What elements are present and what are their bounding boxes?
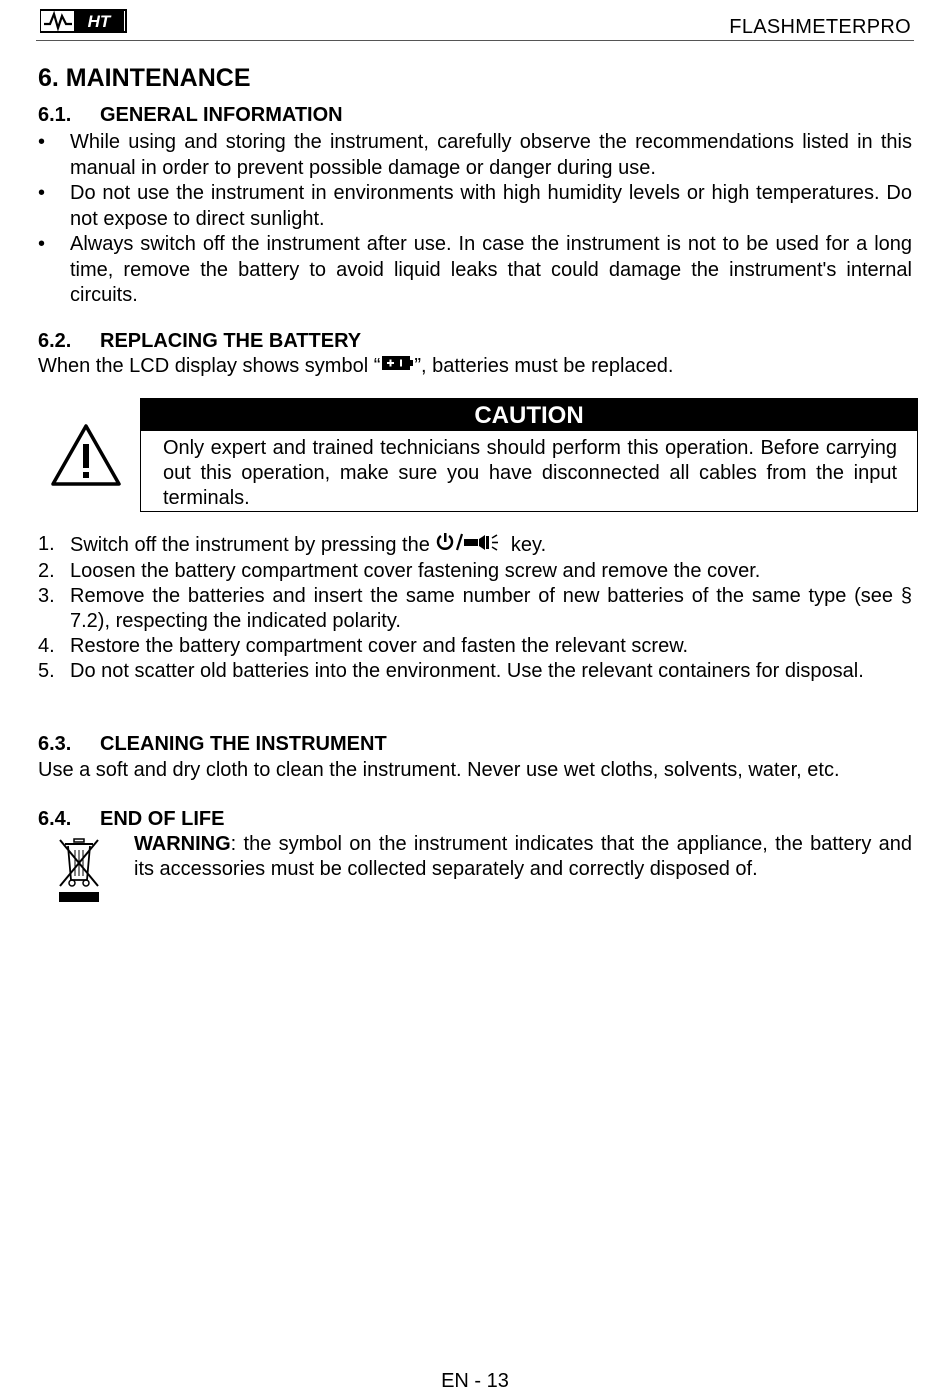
bullet-icon: • <box>38 233 46 255</box>
warning-triangle-icon <box>50 422 122 488</box>
caution-text: Only expert and trained technicians should perform this operation. Before carrying out this operation, make sure you have disconnected all cables from the input terminals. <box>163 437 897 509</box>
warning-text: : the symbol on the instrument indicates that the appliance, the battery and its accessories must be collected separately and correctly disposed of. <box>134 833 912 880</box>
document-name: FLASHMETERPRO <box>729 16 911 38</box>
section-number: 6.3. <box>38 733 72 755</box>
list-item <box>38 659 912 684</box>
section-title: END OF LIFE <box>100 808 225 830</box>
section-heading-cleaning <box>38 733 387 756</box>
section-title: GENERAL INFORMATION <box>100 104 343 126</box>
page-number: EN - 13 <box>441 1370 509 1392</box>
step-number: 4. <box>38 635 55 657</box>
general-info-list <box>38 130 912 309</box>
section-number: 6.1. <box>38 104 72 126</box>
weee-bin-icon <box>56 836 104 904</box>
logo-text: HT <box>87 12 111 31</box>
intro-text-after: ”, batteries must be replaced. <box>414 355 674 377</box>
section-title: CLEANING THE INSTRUMENT <box>100 733 387 755</box>
list-item-text: Always switch off the instrument after use. In case the instrument is not to be used for a long time, remove the battery to avoid liquid leaks that could damage the instrument's internal circuits. <box>70 233 912 306</box>
step-number: 2. <box>38 560 55 582</box>
step-number: 3. <box>38 585 55 607</box>
header-divider <box>36 40 914 41</box>
list-item <box>38 559 912 584</box>
step-text-after: key. <box>505 533 547 556</box>
list-item <box>38 532 912 559</box>
power-key-icon <box>435 532 505 559</box>
intro-text-before: When the LCD display shows symbol “ <box>38 355 381 377</box>
step-number: 5. <box>38 660 55 682</box>
cleaning-text: Use a soft and dry cloth to clean the instrument. Never use wet cloths, solvents, water, etc. <box>38 759 840 781</box>
section-heading-end-of-life <box>38 808 224 831</box>
step-text: Restore the battery compartment cover and fasten the relevant screw. <box>70 635 689 657</box>
section-heading-general-information <box>38 104 343 127</box>
list-item <box>38 634 912 659</box>
page-title: 6. MAINTENANCE <box>38 64 251 92</box>
step-text-before: Switch off the instrument by pressing the <box>70 533 436 556</box>
battery-steps-list <box>38 532 912 684</box>
ht-logo <box>40 8 128 34</box>
list-item-text: While using and storing the instrument, carefully observe the recommendations listed in this manual in order to prevent possible damage or danger during use. <box>70 131 912 179</box>
list-item-text: Do not use the instrument in environments with high humidity levels or high temperatures. Do not expose to direct sunlight. <box>70 182 912 230</box>
low-battery-icon <box>380 354 414 379</box>
step-text: Do not scatter old batteries into the environment. Use the relevant containers for disposal. <box>70 660 864 682</box>
step-text: Remove the batteries and insert the same number of new batteries of the same type (see § 7.2), respecting the indicated polarity. <box>70 585 912 632</box>
bullet-icon: • <box>38 182 46 204</box>
section-number: 6.2. <box>38 330 72 352</box>
list-item <box>38 130 912 181</box>
section-title: REPLACING THE BATTERY <box>100 330 362 352</box>
caution-box <box>140 398 918 512</box>
battery-intro <box>38 354 912 379</box>
caution-title: CAUTION <box>141 399 917 431</box>
list-item <box>38 181 912 232</box>
end-of-life-warning <box>134 832 912 882</box>
step-number: 1. <box>38 533 55 555</box>
section-number: 6.4. <box>38 808 72 830</box>
list-item <box>38 232 912 309</box>
step-text: Loosen the battery compartment cover fastening screw and remove the cover. <box>70 560 761 582</box>
bullet-icon: • <box>38 131 46 153</box>
warning-label: WARNING <box>134 833 231 855</box>
list-item <box>38 584 912 634</box>
section-heading-replacing-battery <box>38 330 361 353</box>
